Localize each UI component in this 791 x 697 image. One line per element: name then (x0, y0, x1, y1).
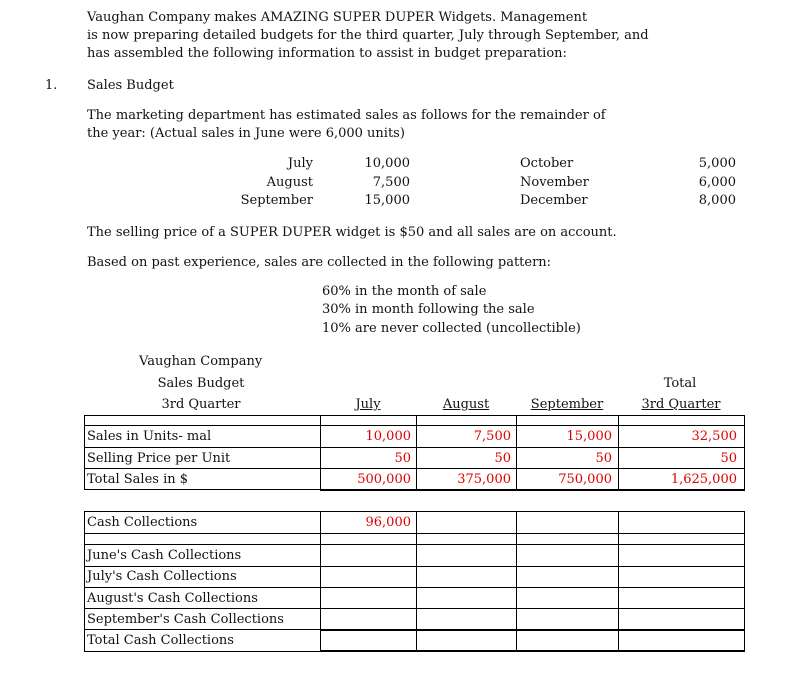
intro-line-1: Vaughan Company makes AMAZING SUPER DUPER Widgets. Management (87, 10, 588, 25)
row-label-july-collections: July's Cash Collections (87, 569, 237, 584)
budget-period: 3rd Quarter (161, 397, 241, 412)
cell-total-august[interactable]: 375,000 (457, 472, 511, 487)
cell-cash-july[interactable]: 96,000 (365, 515, 411, 530)
cell-units-quarter[interactable]: 32,500 (691, 429, 737, 444)
column-total-label: Total (663, 376, 697, 391)
intro-line-2: is now preparing detailed budgets for the third quarter, July through September, and (87, 28, 649, 43)
pattern-item-2: 30% in month following the sale (322, 302, 535, 317)
sales-month-november: November (520, 175, 589, 190)
column-header-quarter: 3rd Quarter (641, 397, 721, 412)
row-label-august-collections: August's Cash Collections (87, 591, 258, 606)
section-number: 1. (45, 78, 58, 93)
budget-company: Vaughan Company (139, 354, 263, 369)
cell-price-august[interactable]: 50 (494, 451, 511, 466)
sales-value-november: 6,000 (698, 175, 736, 190)
marketing-line-2: the year: (Actual sales in June were 6,000 units) (87, 126, 405, 141)
cell-total-quarter[interactable]: 1,625,000 (670, 472, 737, 487)
price-text: The selling price of a SUPER DUPER widget is $50 and all sales are on account. (87, 225, 617, 240)
pattern-text: Based on past experience, sales are collected in the following pattern: (87, 255, 552, 270)
row-label-units: Sales in Units- mal (87, 429, 212, 444)
row-label-price: Selling Price per Unit (87, 451, 231, 466)
row-label-june-collections: June's Cash Collections (87, 548, 242, 563)
sales-month-july: July (287, 156, 313, 171)
pattern-item-1: 60% in the month of sale (322, 284, 487, 299)
row-label-september-collections: September's Cash Collections (87, 612, 284, 627)
marketing-line-1: The marketing department has estimated sales as follows for the remainder of (87, 108, 606, 123)
cell-units-july[interactable]: 10,000 (365, 429, 411, 444)
sales-value-july: 10,000 (364, 156, 410, 171)
section-title: Sales Budget (87, 78, 174, 93)
intro-line-3: has assembled the following information to assist in budget preparation: (87, 46, 567, 61)
cell-price-july[interactable]: 50 (394, 451, 411, 466)
budget-title: Sales Budget (157, 376, 245, 391)
column-header-august: August (442, 397, 490, 412)
cell-total-july[interactable]: 500,000 (357, 472, 411, 487)
sales-value-august: 7,500 (372, 175, 410, 190)
cell-units-august[interactable]: 7,500 (473, 429, 511, 444)
pattern-item-3: 10% are never collected (uncollectible) (322, 321, 581, 336)
sales-value-december: 8,000 (698, 193, 736, 208)
row-label-total-collections: Total Cash Collections (87, 633, 234, 648)
cash-collections-label: Cash Collections (87, 515, 198, 530)
sales-month-august: August (266, 175, 313, 190)
column-header-july: July (355, 397, 381, 412)
row-label-total-sales: Total Sales in $ (87, 472, 188, 487)
sales-month-september: September (240, 193, 313, 208)
sales-month-october: October (520, 156, 574, 171)
cell-price-september[interactable]: 50 (595, 451, 612, 466)
sales-value-october: 5,000 (698, 156, 736, 171)
sales-month-december: December (520, 193, 588, 208)
sales-value-september: 15,000 (364, 193, 410, 208)
cell-price-quarter[interactable]: 50 (720, 451, 737, 466)
column-header-september: September (530, 397, 604, 412)
cell-total-september[interactable]: 750,000 (558, 472, 612, 487)
cell-units-september[interactable]: 15,000 (566, 429, 612, 444)
